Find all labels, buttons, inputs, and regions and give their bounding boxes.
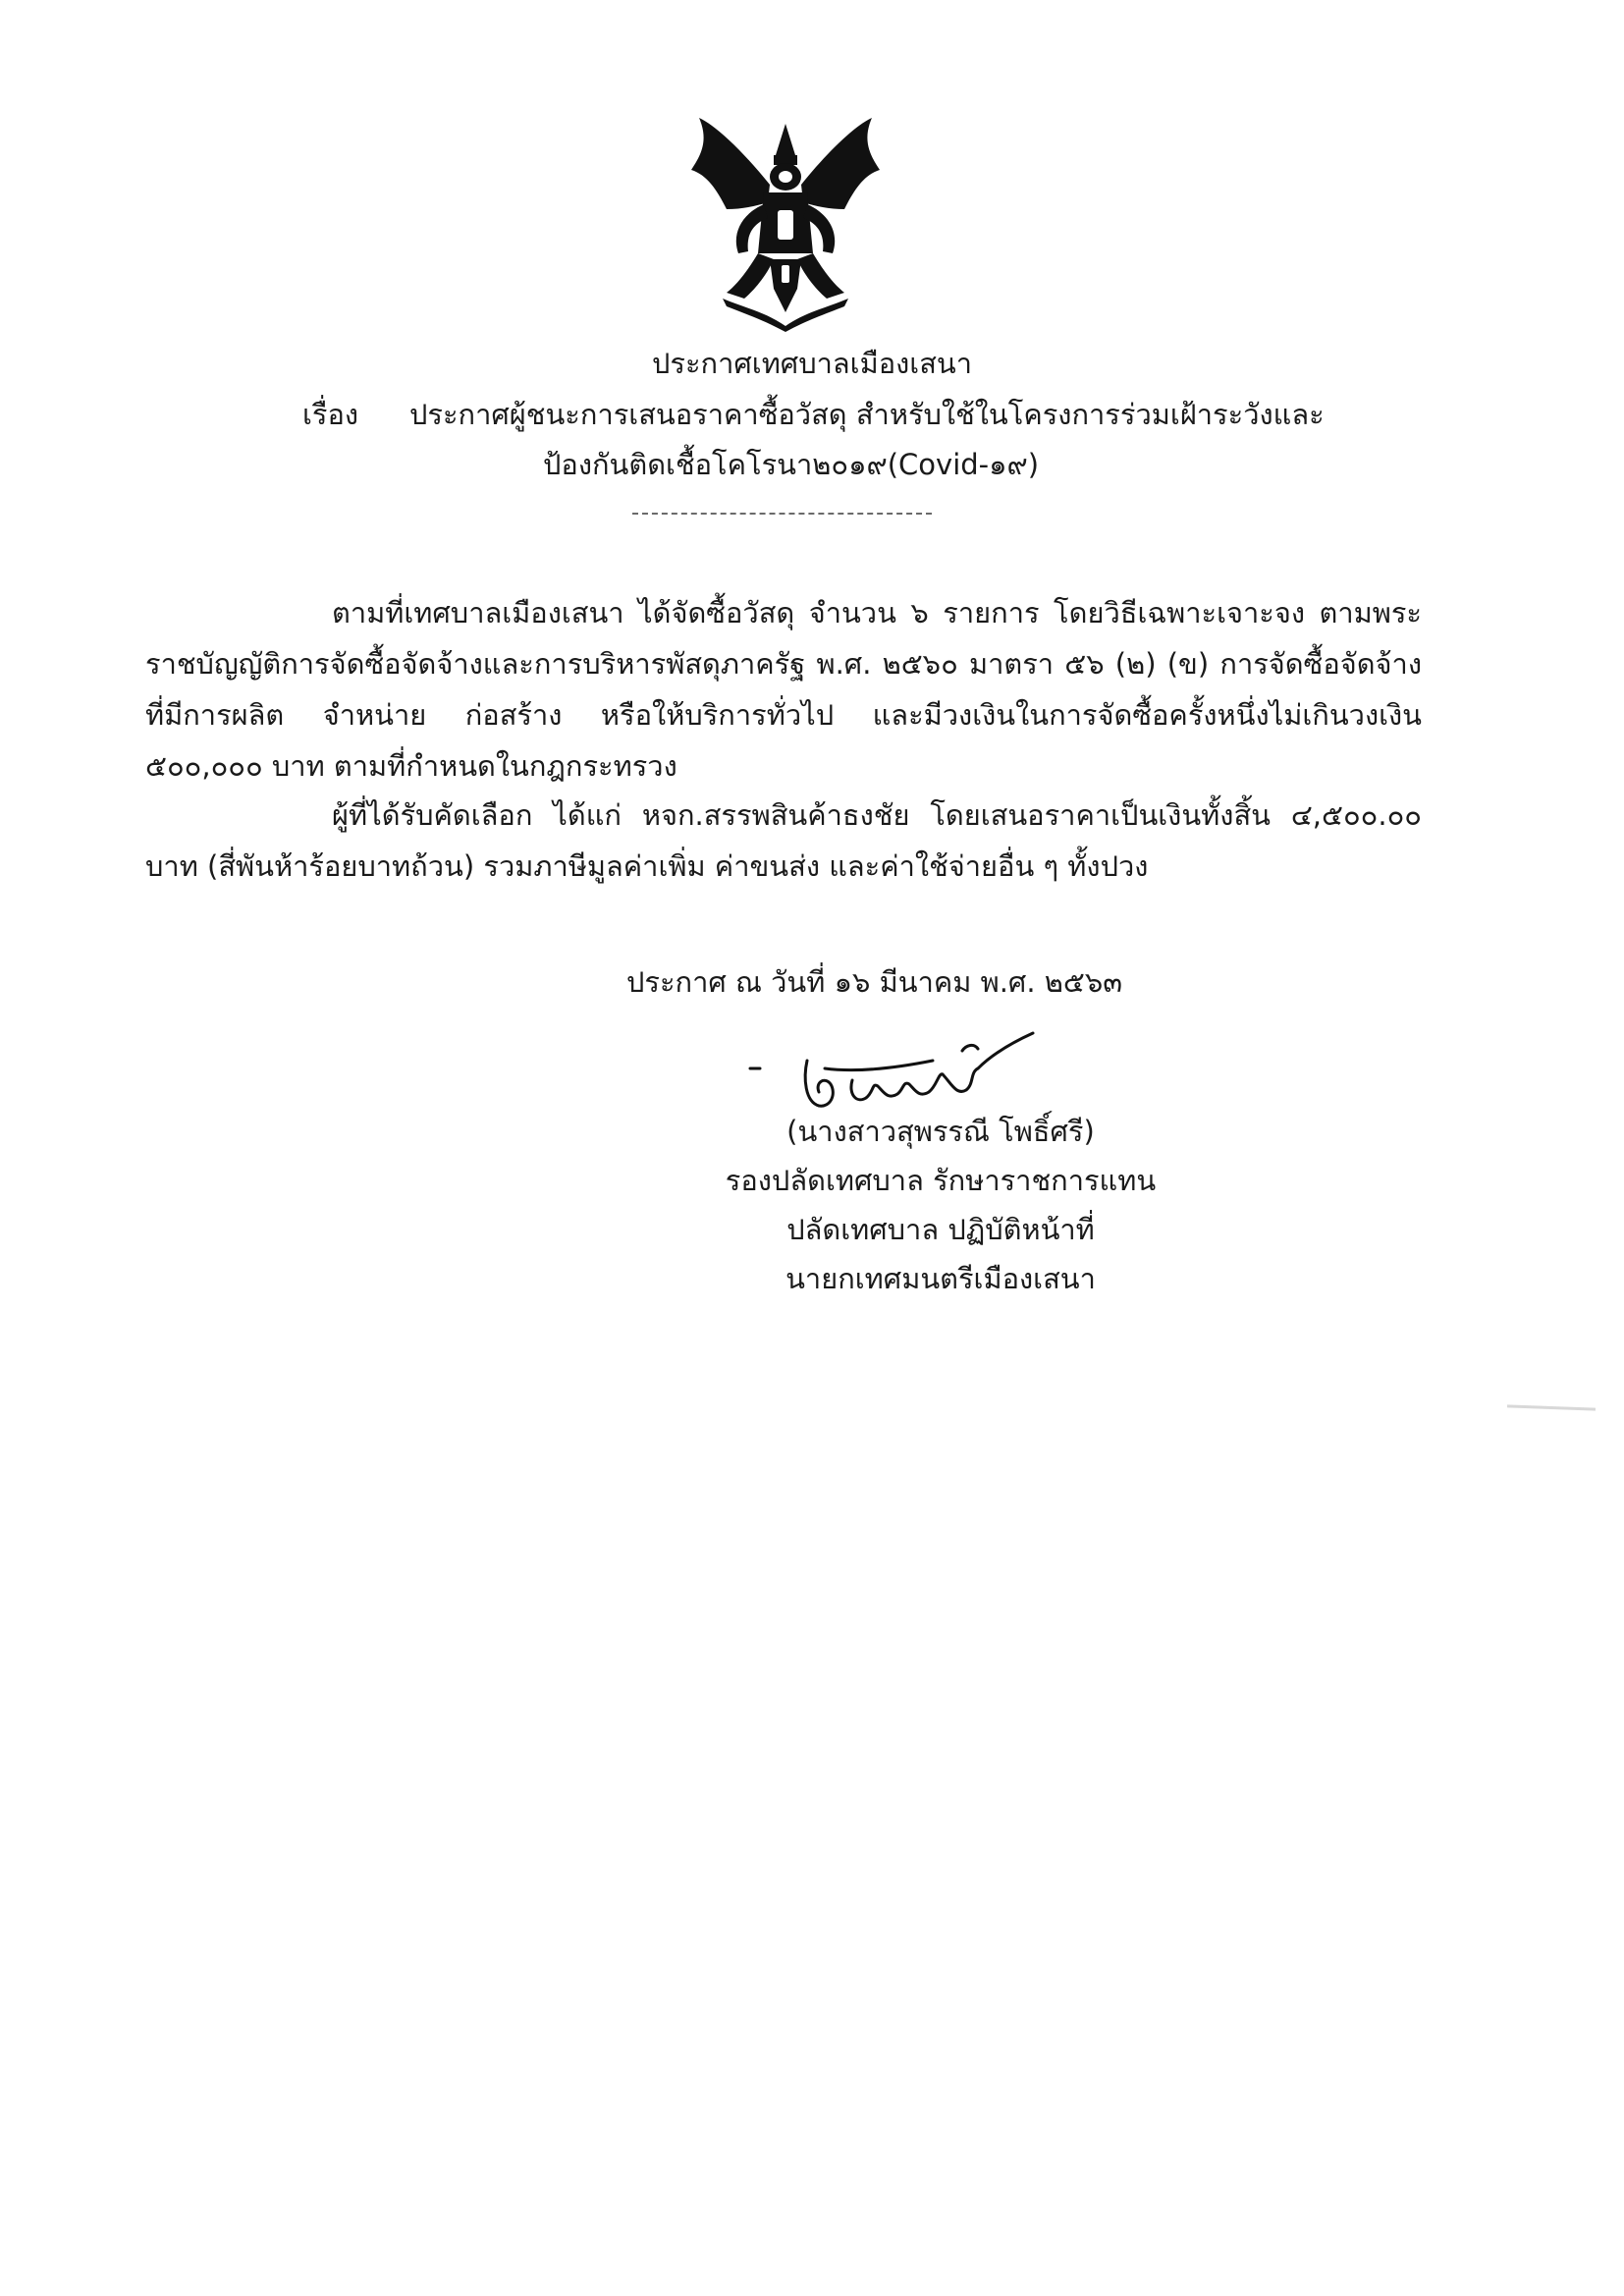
subject-text-line2: ป้องกันติดเชื้อโคโรนา๒๐๑๙(Covid-๑๙): [543, 448, 1040, 481]
signatory-position-line1: รองปลัดเทศบาล รักษาราชการแทน: [725, 1164, 1157, 1197]
scan-artifact: [1507, 1404, 1596, 1410]
announcement-date: ประกาศ ณ วันที่ ๑๖ มีนาคม พ.ศ. ๒๕๖๓: [626, 965, 1123, 999]
document-title: ประกาศเทศบาลเมืองเสนา: [651, 347, 973, 380]
garuda-emblem-icon: [687, 116, 884, 332]
dashed-divider: [632, 513, 932, 515]
body-paragraph-1: ตามที่เทศบาลเมืองเสนา ได้จัดซื้อวัสดุ จำนวน ๖ รายการ โดยวิธีเฉพาะเจาะจง ตามพระราชบัญญัติการจัดซื้อจัดจ้างและการบริหารพัสดุภาครัฐ พ.ศ. ๒๕๖๐ มาตรา ๕๖ (๒) (ข) การจัดซื้อจัดจ้างที่มีการผลิต จำหน่าย ก่อสร้าง หรือให้บริการทั่วไป และมีวงเงินในการจัดซื้อครั้งหนึ่งไม่เกินวงเงิน ๕๐๐,๐๐๐ บาท ตามที่กำหนดในกฎกระทรวง: [145, 596, 1422, 783]
subject-label: เรื่อง: [302, 398, 359, 431]
signatory-position-line2: ปลัดเทศบาล ปฏิบัติหน้าที่: [786, 1213, 1095, 1246]
body-paragraph-2: ผู้ที่ได้รับคัดเลือก ได้แก่ หจก.สรรพสินค้าธงชัย โดยเสนอราคาเป็นเงินทั้งสิ้น ๔,๕๐๐.๐๐ บาท (สี่พันห้าร้อยบาทถ้วน) รวมภาษีมูลค่าเพิ่ม ค่าขนส่ง และค่าใช้จ่ายอื่น ๆ ทั้งปวง: [145, 798, 1422, 883]
signatory-position-line3: นายกเทศมนตรีเมืองเสนา: [785, 1262, 1096, 1295]
signatory-name: (นางสาวสุพรรณี โพธิ์ศรี): [786, 1115, 1095, 1148]
subject-text-line1: ประกาศผู้ชนะการเสนอราคาซื้อวัสดุ สำหรับใช้ในโครงการร่วมเฝ้าระวังและ: [409, 398, 1325, 431]
